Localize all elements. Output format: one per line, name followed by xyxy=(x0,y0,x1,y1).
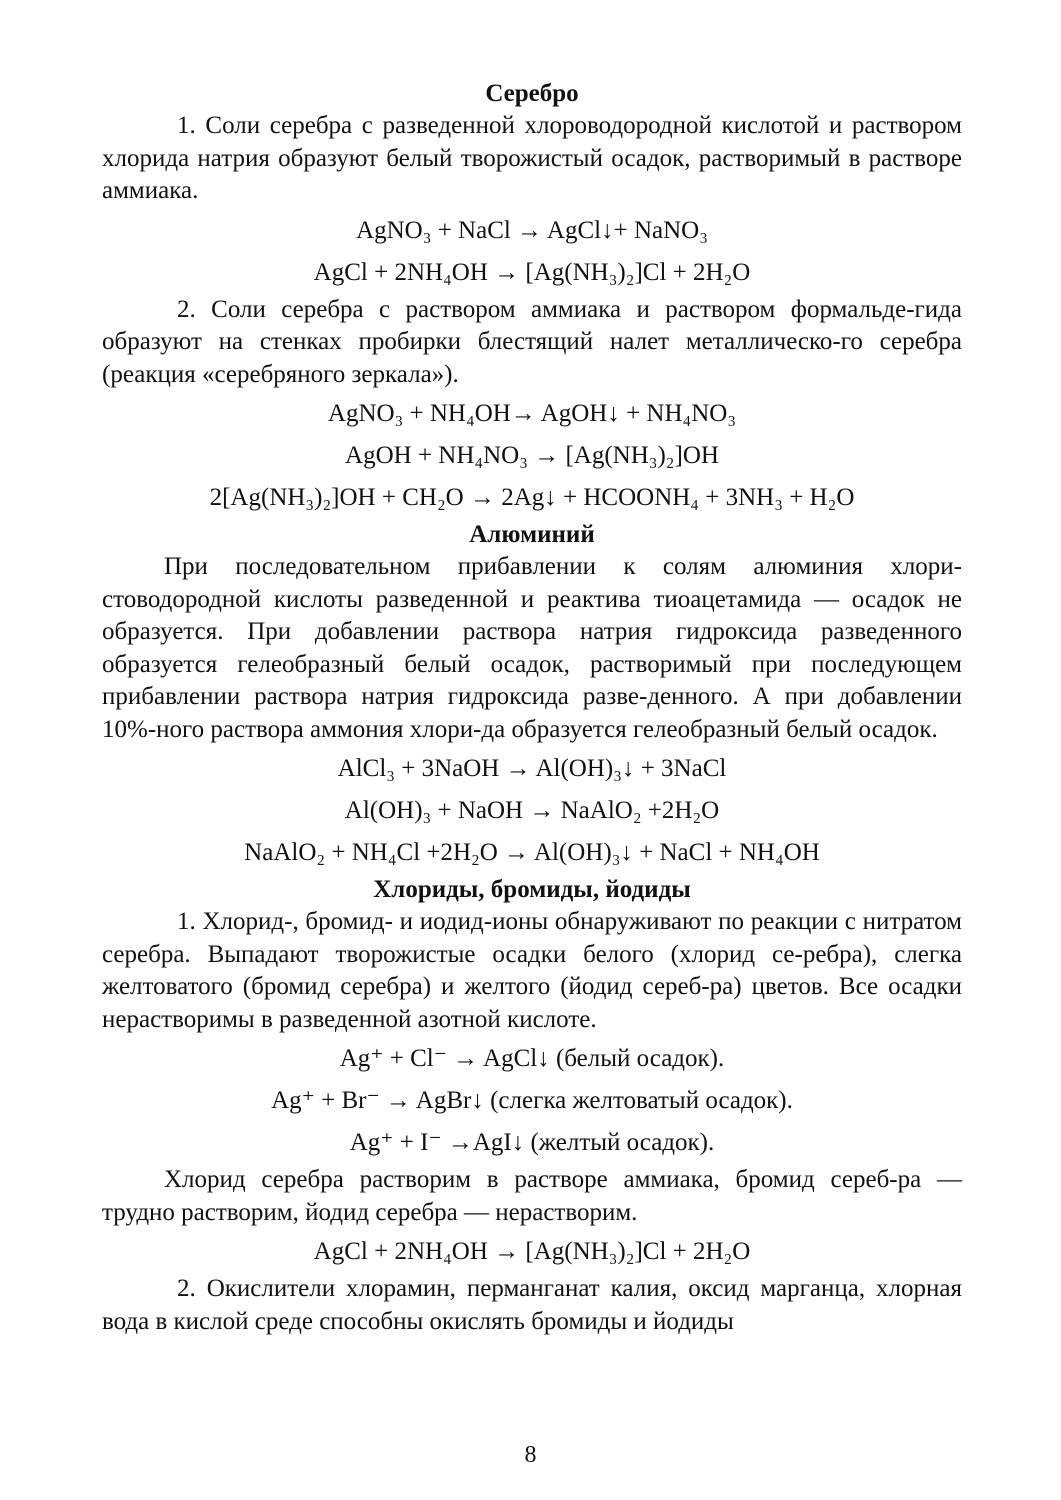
equation-halides-4: AgCl + 2NH₄OH → [Ag(NH₃)₂]Cl + 2H₂O xyxy=(313,1238,751,1265)
equation-aluminum-2: Al(OH)₃ + NaOH → NaAlO₂ +2H₂O xyxy=(344,797,720,824)
halides-paragraph-1: 1. Хлорид-, бромид- и иодид-ионы обнаруживают по реакции с нитратом серебра. Выпадают творожистые осадки белого (хлорид се-ребра), слегка желтоватого (бромид серебра) и желтого (йодид сереб-ра) цветов. Все осадки нерастворимы в разведенной азотной кислоте. xyxy=(102,908,962,1033)
section-title-aluminum: Алюминий xyxy=(469,521,595,548)
page-number: 8 xyxy=(524,1442,537,1468)
equation-silver-1: AgNO₃ + NaCl → AgCl↓+ NaNO₃ xyxy=(356,216,708,244)
equation-silver-2: AgCl + 2NH₄OH → [Ag(NH₃)₂]Cl + 2H₂O xyxy=(313,258,751,286)
equation-halides-3: Ag⁺ + I⁻ →AgI↓ (желтый осадок). xyxy=(349,1129,715,1156)
document-page xyxy=(102,78,962,1338)
section-title-halides: Хлориды, бромиды, йодиды xyxy=(373,876,691,903)
equation-silver-3: AgNO₃ + NH₄OH→ AgOH↓ + NH₄NO₃ xyxy=(327,400,737,427)
equation-silver-5: 2[Ag(NH₃)₂]OH + CH₂O → 2Ag↓ + HCOONH₄ + 3NH₃ + H₂O xyxy=(209,484,855,511)
equation-halides-2: Ag⁺ + Br⁻ → AgBr↓ (слегка желтоватый осадок). xyxy=(271,1087,793,1114)
halides-paragraph-3: 2. Окислители хлорамин, перманганат калия, оксид марганца, хлорная вода в кислой среде способны окислять бромиды и йодиды xyxy=(102,1275,962,1335)
section-title-silver: Серебро xyxy=(485,80,579,107)
silver-paragraph-1: 1. Соли серебра с разведенной хлороводородной кислотой и раствором хлорида натрия образуют белый творожистый осадок, растворимый в растворе аммиака. xyxy=(102,112,962,204)
equation-halides-1: Ag⁺ + Cl⁻ → AgCl↓ (белый осадок). xyxy=(339,1045,725,1072)
equation-aluminum-1: AlCl₃ + 3NaOH → Al(OH)₃↓ + 3NaCl xyxy=(337,755,727,782)
equation-silver-4: AgOH + NH₄NO₃ → [Ag(NH₃)₂]OH xyxy=(345,442,719,469)
equation-aluminum-3: NaAlO₂ + NH₄Cl +2H₂O → Al(OH)₃↓ + NaCl + NH₄OH xyxy=(244,839,820,866)
silver-paragraph-2: 2. Соли серебра с раствором аммиака и раствором формальде-гида образуют на стенках пробирки блестящий налет металлическо-го серебра (реакция «серебряного зеркала»). xyxy=(102,295,962,388)
aluminum-paragraph-1: При последовательном прибавлении к солям алюминия хлори-стоводородной кислоты разведенной и реактива тиоацетамида — осадок не образуется. При добавлении раствора натрия гидроксида разведенного образуется гелеобразный белый осадок, растворимый при последующем прибавлении раствора натрия гидроксида разве-денного. А при добавлении 10%-ного раствора аммония хлори-да образуется гелеобразный белый осадок. xyxy=(102,553,962,743)
halides-paragraph-2: Хлорид серебра растворим в растворе аммиака, бромид сереб-ра — трудно растворим, йодид серебра — нерастворим. xyxy=(102,1166,962,1226)
